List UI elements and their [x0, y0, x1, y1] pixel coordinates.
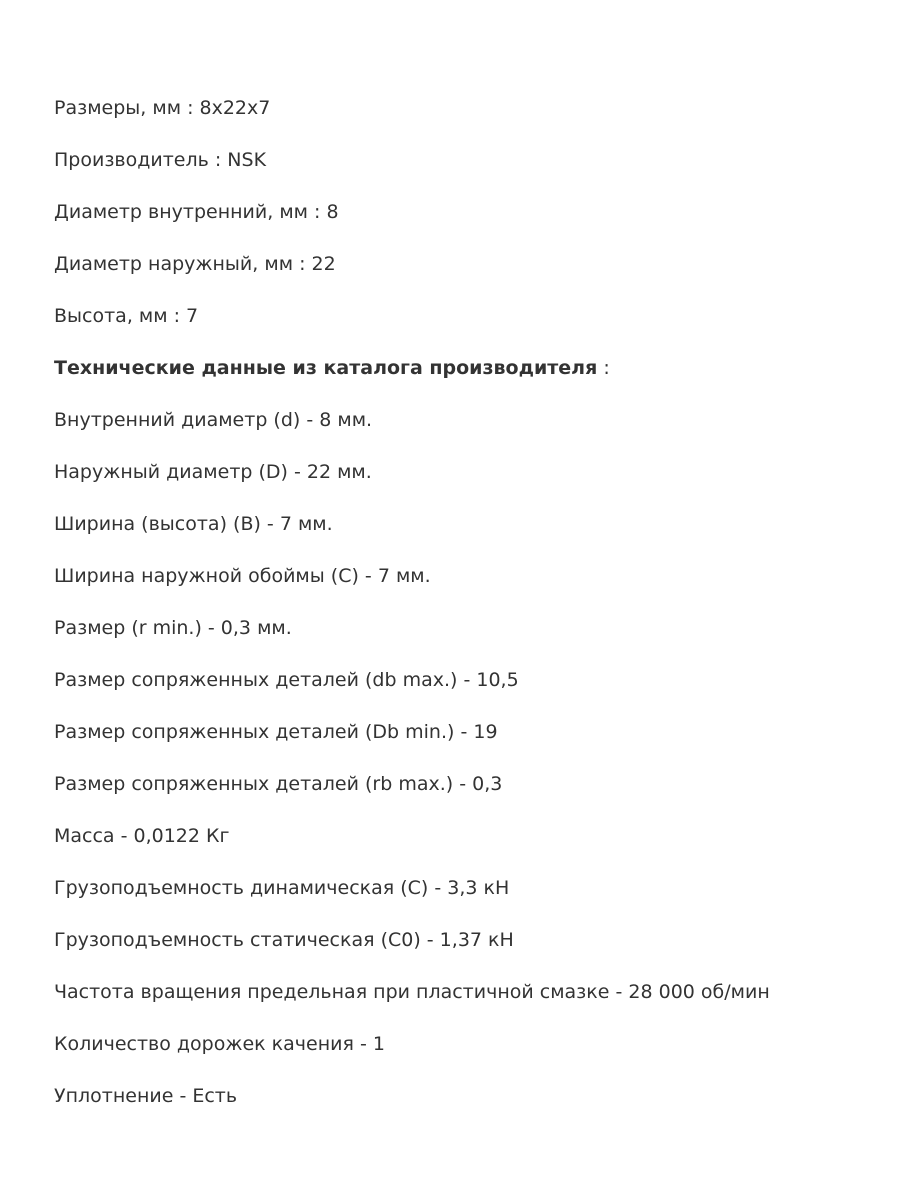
catalog-line-mass: Масса - 0,0122 Кг [54, 825, 230, 847]
catalog-heading-line [54, 350, 770, 402]
catalog-line-outer-ring-width: Ширина наружной обоймы (C) - 7 мм. [54, 565, 431, 587]
catalog-line-seal: Уплотнение - Есть [54, 1085, 238, 1107]
catalog-line-inner-diameter: Внутренний диаметр (d) - 8 мм. [54, 409, 373, 431]
spec-dimensions: Размеры, мм : 8х22х7 [54, 97, 271, 119]
catalog-line-outer-diameter: Наружный диаметр (D) - 22 мм. [54, 461, 372, 483]
catalog-line-speed-limit: Частота вращения предельная при пластичной смазке - 28 000 об/мин [54, 981, 770, 1003]
spec-manufacturer: Производитель : NSK [54, 149, 267, 171]
catalog-line-db-min: Размер сопряженных деталей (Db min.) - 19 [54, 721, 498, 743]
catalog-line-dynamic-load: Грузоподъемность динамическая (C) - 3,3 кН [54, 877, 510, 899]
spec-outer-diameter: Диаметр наружный, мм : 22 [54, 253, 336, 275]
catalog-line-static-load: Грузоподъемность статическая (C0) - 1,37 кН [54, 929, 514, 951]
catalog-line-r-min: Размер (r min.) - 0,3 мм. [54, 617, 292, 639]
catalog-line-raceways: Количество дорожек качения - 1 [54, 1033, 385, 1055]
catalog-line-width: Ширина (высота) (B) - 7 мм. [54, 513, 333, 535]
spec-list [54, 90, 770, 1130]
catalog-line-db-max: Размер сопряженных деталей (db max.) - 10,5 [54, 669, 519, 691]
spec-inner-diameter: Диаметр внутренний, мм : 8 [54, 201, 339, 223]
spec-height: Высота, мм : 7 [54, 305, 199, 327]
catalog-line-rb-max: Размер сопряженных деталей (rb max.) - 0,3 [54, 773, 503, 795]
catalog-heading-colon: : [597, 357, 610, 379]
catalog-heading: Технические данные из каталога производителя [54, 357, 598, 379]
